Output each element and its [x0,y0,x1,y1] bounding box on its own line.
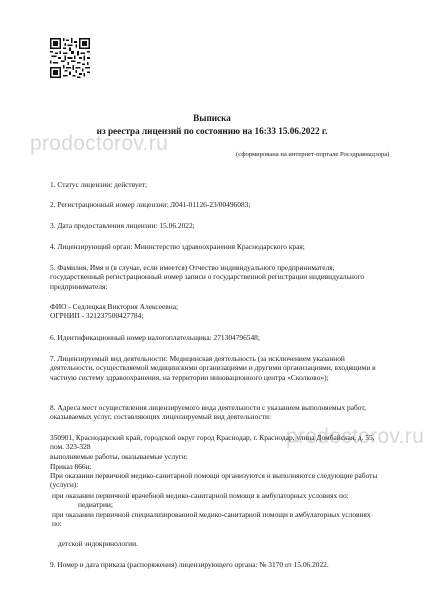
item-inn: 6. Идентификационный номер налогоплательщика: 271304796548; [50,333,260,342]
item-name-header: 5. Фамилия, Имя и (в случае, если имеется) Отчество индивидуального предпринимателя, государственный регистрационный номер записи о государственной регистрации индивидуального предпринимателя: [50,263,365,291]
item-special-pmsp: при оказании первичной специализированной медико-санитарной помощи в амбулаторных условиях по: [52,510,371,529]
item-address: 350901, Краснодарский край, городской округ город Краснодар, г. Краснодар, улица Домбайская, д. 55, пом. 323-328 [50,433,375,452]
formed-note: (сформирована на интернет-портале Росздравнадзора) [236,151,390,158]
item-reg-number: 2. Регистрационный номер лицензии: Л041-01126-23/00496083; [50,200,251,209]
item-doctor-pmsp: при оказании первичной врачебной медико-санитарной помощи в амбулаторных условиях по: [52,491,349,500]
item-status: 1. Статус лицензии: действует; [50,180,148,189]
item-authority: 4. Лицензирующий орган: Министерство здравоохранения Краснодарского края; [50,242,305,251]
item-activity: 7. Лицензируемый вид деятельности: Медицинская деятельность (за исключением указанной деятельности, осуществляемой медицинскими организациями и другими организациями, входящими в частную систему здравоохранения, на территории инновационного центра «Сколково»); [50,354,376,382]
item-address-header: 8. Адреса мест осуществления лицензируемого вида деятельности с указанием выполняемых работ, оказываемых услуг, составляющих лицензируемый вид деятельности: [50,403,366,422]
item-order: Приказ 866н: [50,462,92,471]
item-fio: ФИО - Седлецкая Виктория Алексеевна; [50,302,179,311]
item-works-label: выполняемые работы, оказываемые услуги: [50,452,188,461]
item-order-number: 9. Номер и дата приказа (распоряжения) лицензирующего органа: № 3170 от 15.06.2022. [50,560,329,569]
item-pediatrics: педиатрии; [78,500,113,509]
item-endocrinology: детской эндокринологии. [58,539,138,548]
watermark: prodoctorov.ru [30,132,169,155]
document-subtitle: из реестра лицензий по состоянию на 16:33 15.06.2022 г. [96,126,328,136]
item-ogrnip: ОГРНИП - 321237500427784; [50,311,144,320]
watermark: prodoctorov.ru [286,425,424,448]
qr-code [50,38,90,78]
item-pmsp: При оказании первичной медико-санитарной помощи организуются и выполняются следующие работы (услуги): [50,471,378,490]
item-date: 3. Дата предоставления лицензии: 15.06.2022; [50,221,195,230]
document-title: Выписка [193,113,231,123]
